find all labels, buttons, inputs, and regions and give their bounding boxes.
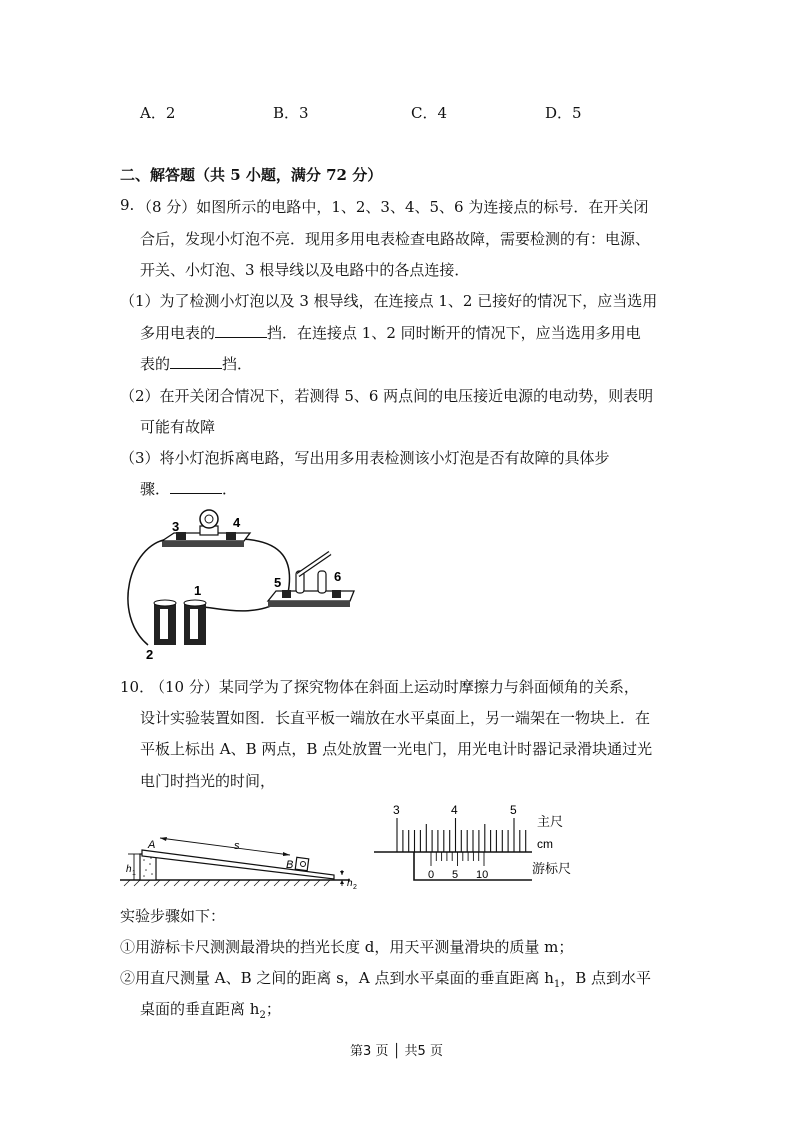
q9-part3-line1: （3）将小灯泡拆离电路，写出用多用表检测该小灯泡是否有故障的具体步: [120, 449, 610, 467]
main-tick-label-4: 4: [451, 803, 458, 817]
option-c: C．4: [411, 104, 448, 122]
vernier-tick-label-5: 5: [452, 869, 459, 881]
terminal-6: [332, 590, 341, 598]
label-5: 5: [274, 575, 282, 590]
circuit-figure: [118, 505, 363, 663]
step-2-text-c: 桌面的垂直距离 h: [140, 1000, 260, 1018]
wire-right: [242, 539, 290, 593]
answer-blank-3[interactable]: [170, 479, 222, 494]
q10-number: 10．: [120, 678, 155, 696]
label-b: B: [286, 859, 294, 871]
q10-line3: 平板上标出 A、B 两点，B 点处放置一光电门，用光电计时器记录滑块通过光: [140, 740, 653, 758]
label-1: 1: [194, 583, 202, 598]
main-tick-label-5: 5: [510, 803, 517, 817]
label-a: A: [148, 839, 156, 851]
step-2-line2: [140, 998, 281, 1021]
step-2-text-d: ；: [265, 1000, 281, 1018]
label-h1: h: [126, 864, 132, 875]
label-h2-sub: 2: [353, 884, 357, 891]
vernier-scale-label: 游标尺: [532, 861, 572, 876]
q9-part3-text-b: ．: [222, 480, 238, 498]
bulb-board-side: [162, 541, 244, 547]
main-scale-label: 主尺: [537, 814, 564, 829]
vernier-tick-label-0: 0: [428, 869, 435, 881]
q9-part1-text-c: 表的: [140, 355, 171, 373]
terminal-4: [226, 532, 236, 540]
step-1: ①用游标卡尺测测最滑块的挡光长度 d，用天平测量滑块的质量 m；: [120, 938, 574, 956]
label-s: s: [234, 840, 240, 852]
main-tick-label-3: 3: [393, 803, 400, 817]
q9-part1-line2: [140, 322, 641, 343]
unit-label: cm: [537, 837, 553, 851]
step-2-sub1: 1: [553, 979, 561, 990]
q9-part2-line1: （2）在开关闭合情况下，若测得 5、6 两点间的电压接近电源的电动势，则表明: [120, 387, 654, 405]
bulb-icon: [200, 510, 218, 528]
slider-block: [295, 857, 308, 870]
q9-part1-text-d: 挡．: [222, 355, 253, 373]
q9-part3-line2: [140, 478, 237, 499]
q9-number: 9.: [120, 196, 135, 214]
vernier-figure: [372, 800, 587, 888]
step-2-text-b: ，B 点到水平: [560, 969, 652, 987]
q9-part2-line2: 可能有故障: [140, 418, 216, 436]
label-6: 6: [334, 569, 342, 584]
q9-part1-text-b: 挡．在连接点 1、2 同时断开的情况下，应当选用多用电: [267, 324, 641, 342]
q10-line2: 设计实验装置如图．长直平板一端放在水平桌面上，另一端架在一物块上．在: [140, 709, 651, 727]
label-4: 4: [233, 515, 241, 530]
answer-blank-1[interactable]: [215, 323, 267, 338]
q9-part3-text-a: 骤．: [140, 480, 171, 498]
step-2-sub2: 2: [259, 1010, 266, 1021]
switch-board-top: [268, 591, 354, 601]
label-2: 2: [146, 647, 154, 662]
option-b: B．3: [273, 104, 309, 122]
vernier-tick-label-10: 10: [476, 869, 489, 881]
step-2-line1: [120, 967, 651, 990]
q9-line3: 开关、小灯泡、3 根导线以及电路中的各点连接．: [140, 261, 470, 279]
q9-part1-line1: （1）为了检测小灯泡以及 3 根导线，在连接点 1、2 已接好的情况下，应当选用: [120, 292, 658, 310]
q10-line1: （10 分）某同学为了探究物体在斜面上运动时摩擦力与斜面倾角的关系，: [150, 678, 639, 696]
label-h1-sub: 1: [132, 870, 136, 877]
incline-figure: [120, 828, 365, 892]
option-a: A．2: [140, 104, 176, 122]
q10-line4: 电门时挡光的时间，: [140, 772, 276, 790]
option-d: D．5: [545, 104, 582, 122]
q9-part1-line3: [140, 353, 252, 374]
q9-line2: 合后，发现小灯泡不亮．现用多用电表检查电路故障，需要检测的有：电源、: [140, 230, 651, 248]
q9-part1-text-a: 多用电表的: [140, 324, 216, 342]
steps-title: 实验步骤如下：: [120, 907, 226, 925]
step-2-text-a: ②用直尺测量 A、B 之间的距离 s，A 点到水平桌面的垂直距离 h: [120, 969, 554, 987]
page-footer: 第3 页 │ 共5 页: [350, 1044, 443, 1059]
s-dimension-line: [160, 838, 290, 855]
terminal-5: [282, 590, 291, 598]
label-3: 3: [172, 519, 180, 534]
switch-post-2: [318, 571, 326, 593]
switch-board-side: [268, 601, 350, 607]
answer-blank-2[interactable]: [170, 354, 222, 369]
section-title: 二、解答题（共 5 小题，满分 72 分）: [120, 166, 383, 184]
label-h2: h: [347, 878, 353, 889]
q9-line1: （8 分）如图所示的电路中，1、2、3、4、5、6 为连接点的标号．在开关闭: [137, 198, 649, 216]
